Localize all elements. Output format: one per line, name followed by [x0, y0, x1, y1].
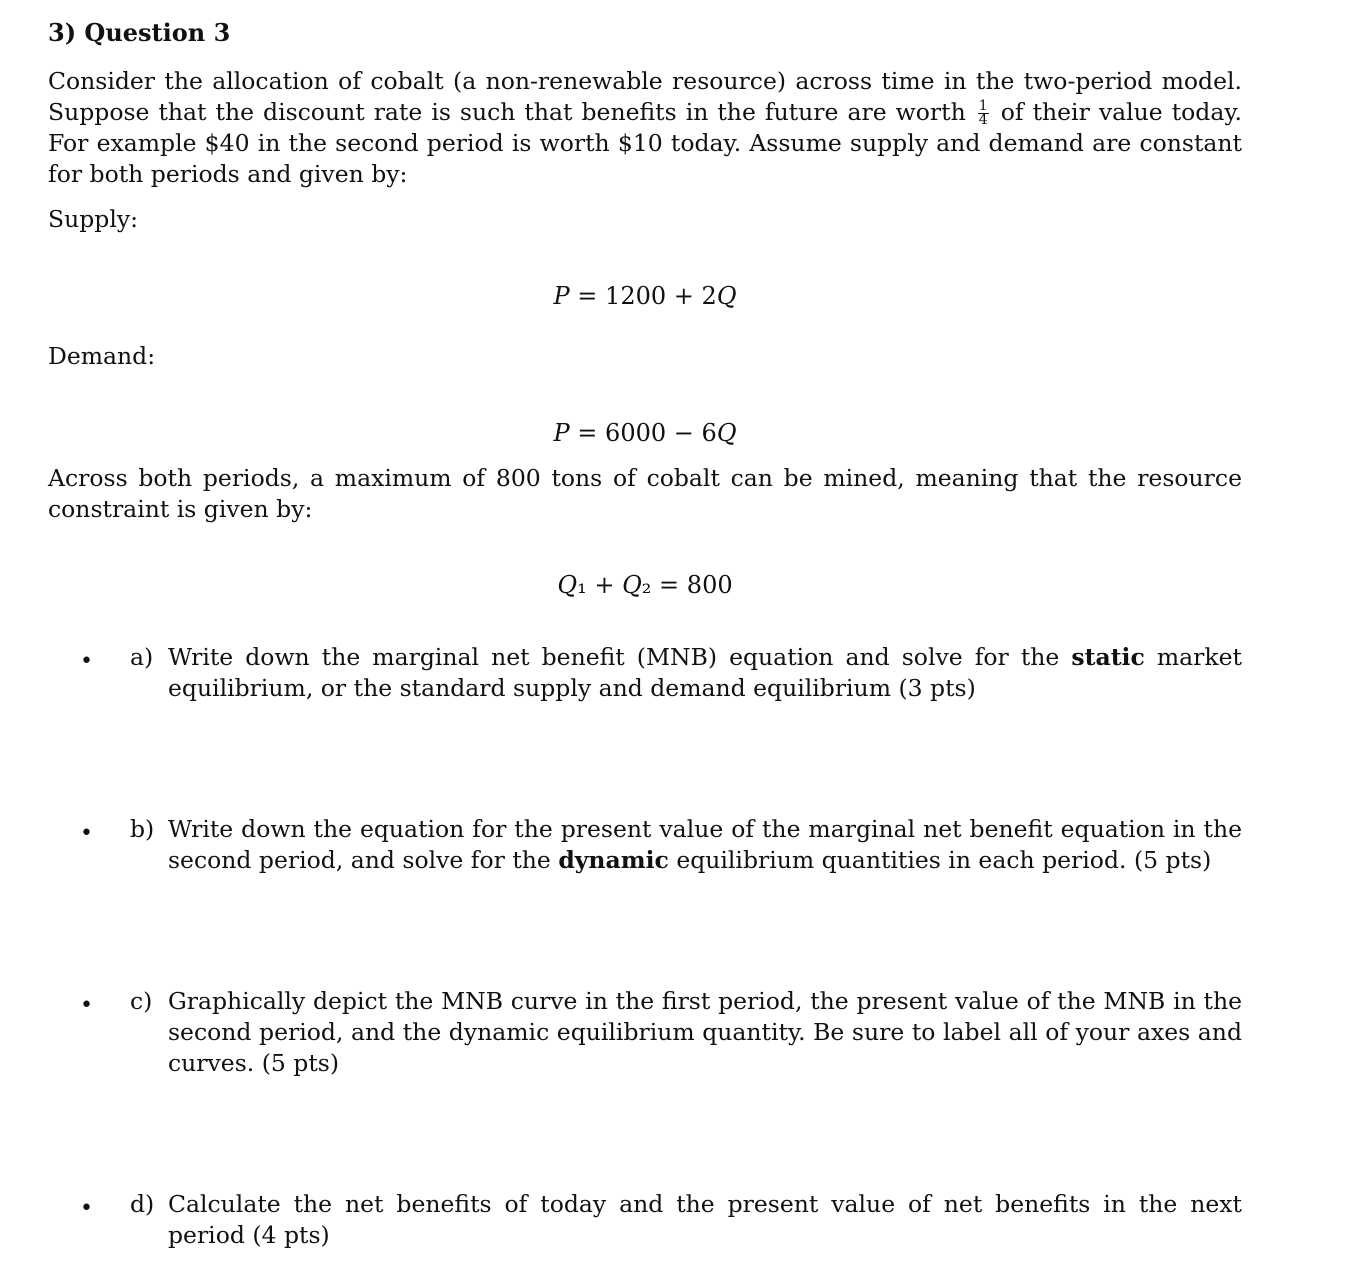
fraction-numerator: 1 [978, 98, 988, 114]
bullet-icon: • [80, 649, 93, 674]
constraint-paragraph: Across both periods, a maximum of 800 tons of cobalt can be mined, meaning that the resource constraint is given by: [48, 464, 1242, 523]
item-text-a [168, 642, 1242, 704]
item-a-text-after: market equilibrium, or the standard supply and demand equilibrium (3 pts) [168, 643, 1242, 702]
item-b-text-after: equilibrium quantities in each period. (5 pts) [676, 846, 1212, 874]
bullet-icon: • [80, 821, 93, 846]
item-letter-c: c) [130, 987, 153, 1015]
item-letter-a: a) [130, 643, 154, 671]
demand-equation: P = 6000 − 6Q [553, 419, 737, 447]
bullet-icon: • [80, 993, 93, 1018]
supply-label: Supply: [48, 205, 139, 233]
question-heading: 3) Question 3 [48, 18, 231, 47]
item-text-d: Calculate the net benefits of today and the present value of net benefits in the next period (4 pts) [168, 1190, 1242, 1249]
supply-equation: P = 1200 + 2Q [553, 282, 737, 310]
item-text-c: Graphically depict the MNB curve in the first period, the present value of the MNB in the second period, and the dynamic equilibrium quantity. Be sure to label all of your axes and curves. (5 pts) [168, 987, 1242, 1077]
bullet-icon: • [80, 1196, 93, 1221]
intro-text-2: of their value today. For example $40 in the second period is worth $10 today. Assume supply and demand are constant for both periods and given by: [48, 98, 1242, 188]
constraint-equation: Q₁ + Q₂ = 800 [557, 571, 733, 599]
demand-label: Demand: [48, 342, 156, 370]
item-b-bold: dynamic [558, 846, 669, 874]
fraction-denominator: 4 [978, 112, 988, 128]
intro-paragraph [48, 66, 1242, 190]
item-letter-b: b) [130, 815, 155, 843]
fraction-one-quarter [978, 100, 989, 127]
item-text-b [168, 814, 1242, 876]
item-letter-d: d) [130, 1190, 155, 1218]
item-a-bold: static [1071, 643, 1145, 671]
intro-text-1: Consider the allocation of cobalt (a non-renewable resource) across time in the two-period model. Suppose that the discount rate is such that benefits in the future are worth [48, 67, 1242, 126]
item-a-text-before: Write down the marginal net benefit (MNB) equation and solve for the [168, 643, 1060, 671]
item-b-text-before: Write down the equation for the present value of the marginal net benefit equation in the second period, and solve for the [168, 815, 1242, 874]
